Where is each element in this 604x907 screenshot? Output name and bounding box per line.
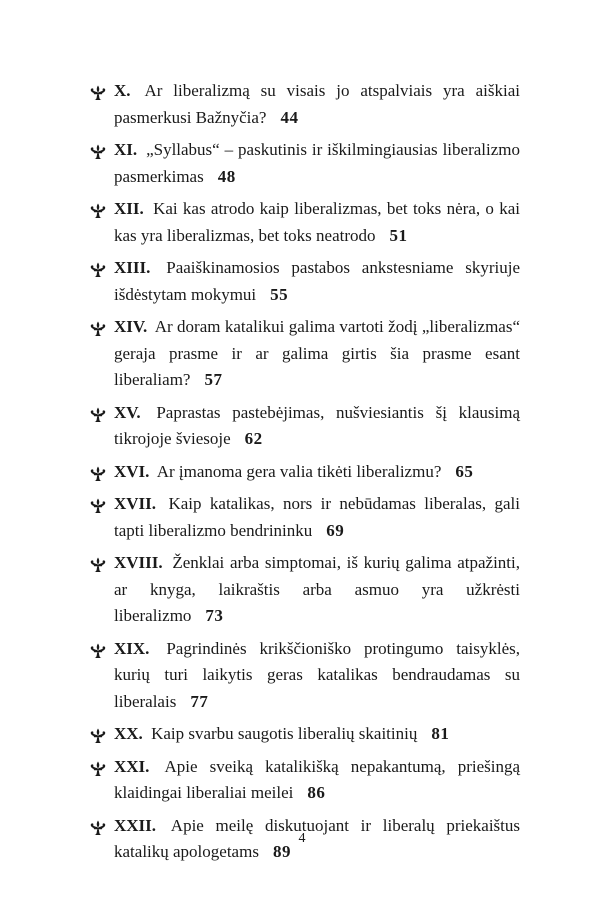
fleur-de-lis-icon [88, 262, 108, 278]
toc-entry [88, 314, 520, 394]
toc-entry [88, 255, 520, 308]
page-ref: 62 [244, 429, 263, 448]
chapter-number: XVI. [114, 461, 150, 481]
chapter-title: Ar doram katalikui galima vartoti žodį „liberalizmas“ geraja prasme ir ar galima girtis šia prasme esant liberaliam? [114, 317, 521, 389]
chapter-number: XI. [114, 140, 138, 159]
fleur-de-lis-icon [88, 761, 108, 777]
fleur-de-lis-icon [88, 144, 108, 160]
chapter-number: XIX. [114, 638, 150, 658]
chapter-title: Ženklai arba simptomai, iš kurių galima atpažinti, ar knyga, laikraštis arba asmuo yra užkrėsti liberalizmo [114, 553, 521, 625]
page-ref: 69 [326, 520, 345, 540]
chapter-title: Ar įmanoma gera valia tikėti liberalizmu? [156, 461, 442, 481]
page-ref: 55 [270, 284, 289, 304]
fleur-de-lis-icon [88, 407, 108, 423]
chapter-title: „Syllabus“ – paskutinis ir iškilmingiausias liberalizmo pasmerkimas [114, 140, 520, 186]
page-ref: 48 [217, 166, 236, 186]
chapter-title: Kai kas atrodo kaip liberalizmas, bet toks nėra, o kai kas yra liberalizmas, bet toks neatrodo [114, 199, 520, 245]
chapter-number: XIV. [114, 317, 148, 336]
chapter-number: X. [114, 81, 131, 100]
chapter-title: Kaip katalikas, nors ir nebūdamas liberalas, gali tapti liberalizmo bendrininku [114, 494, 521, 540]
chapter-title: Apie meilę diskutuojant ir liberalų priekaištus katalikų apologetams [114, 815, 521, 861]
chapter-number: XX. [114, 724, 143, 743]
toc-entry [88, 754, 520, 807]
chapter-number: XII. [114, 199, 144, 218]
chapter-number: XVIII. [114, 553, 163, 572]
toc-entry [88, 459, 520, 486]
toc-entry [88, 721, 520, 748]
chapter-title: Paprastas pastebėjimas, nušviesiantis šį klausimą tikrojoje šviesoje [114, 402, 521, 448]
chapter-title: Apie sveiką katalikišką nepakantumą, priešingą klaidingai liberaliai meilei [114, 756, 521, 802]
page-ref: 44 [280, 107, 299, 127]
page-ref: 89 [272, 842, 291, 861]
toc-entry [88, 550, 520, 630]
page-ref: 73 [205, 606, 224, 625]
fleur-de-lis-icon [88, 203, 108, 219]
chapter-title: Paaiškinamosios pastabos ankstesniame skyriuje išdėstytam mokymui [114, 258, 521, 304]
chapter-title: Pagrindinės krikščioniško protingumo taisyklės, kurių turi laikytis geras katalikas bendraudamas su liberalais [114, 638, 520, 711]
page-ref: 57 [204, 370, 223, 389]
fleur-de-lis-icon [88, 728, 108, 744]
chapter-number: XVII. [114, 494, 157, 513]
toc-entry [88, 491, 520, 544]
table-of-contents [88, 78, 520, 866]
fleur-de-lis-icon [88, 557, 108, 573]
chapter-number: XIII. [114, 258, 151, 277]
fleur-de-lis-icon [88, 498, 108, 514]
chapter-title: Kaip svarbu saugotis liberalių skaitinių [151, 724, 418, 743]
page-ref: 51 [389, 225, 408, 245]
fleur-de-lis-icon [88, 643, 108, 659]
toc-entry [88, 78, 520, 131]
toc-entry [88, 196, 520, 249]
toc-entry [88, 400, 520, 453]
fleur-de-lis-icon [88, 466, 108, 482]
toc-entry [88, 636, 520, 716]
page-ref: 86 [307, 783, 326, 802]
fleur-de-lis-icon [88, 321, 108, 337]
page-number: 4 [298, 831, 306, 846]
fleur-de-lis-icon [88, 85, 108, 101]
chapter-number: XV. [114, 402, 141, 422]
page-ref: 77 [190, 691, 209, 711]
chapter-number: XXII. [114, 815, 157, 835]
chapter-number: XXI. [114, 756, 150, 776]
page-ref: 81 [431, 724, 450, 743]
chapter-title: Ar liberalizmą su visais jo atspalviais yra aiškiai pasmerkusi Bažnyčia? [114, 81, 520, 127]
toc-entry [88, 137, 520, 190]
page-ref: 65 [455, 461, 474, 481]
